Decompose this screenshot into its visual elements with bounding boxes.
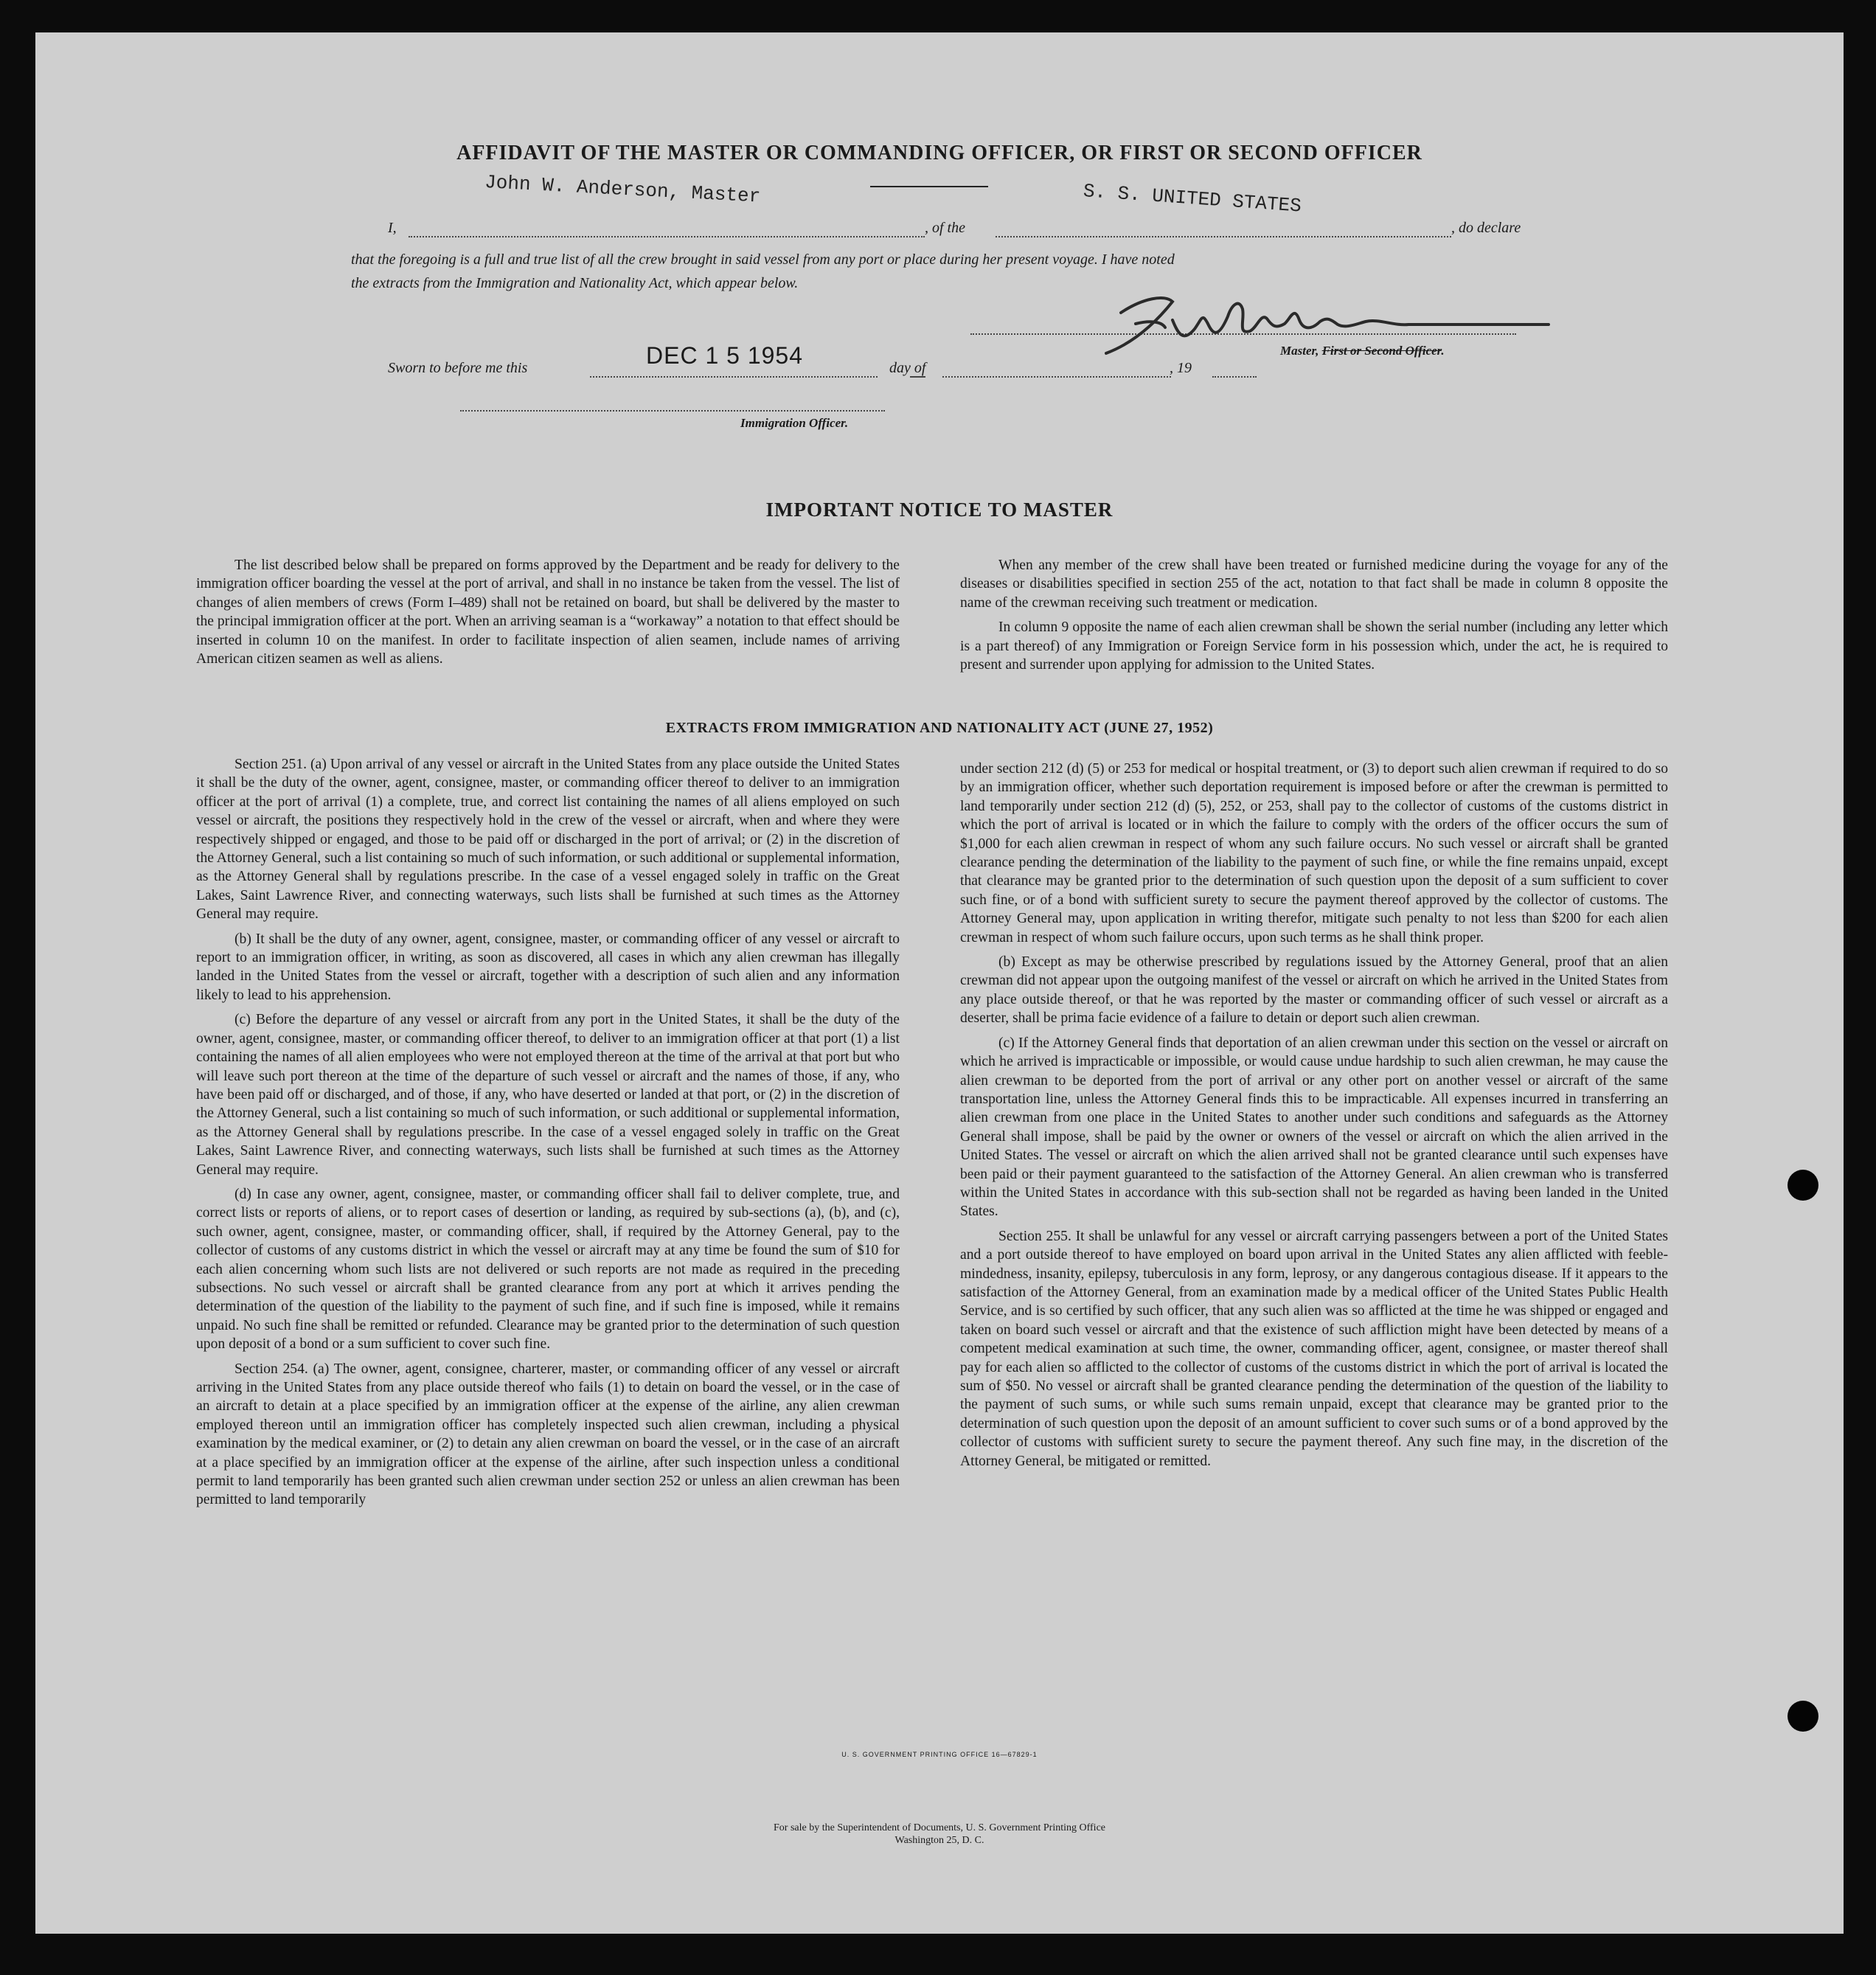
declaration-line-2: the extracts from the Immigration and Nationality Act, which appear below. [351,275,799,291]
notice-right-paragraph-2: In column 9 opposite the name of each alien crewman shall be shown the serial number (including any letter which is a part thereof) of any Immigration or Foreign Service form in his possession which, under the act, he is required to present and surrender upon applying for admission to the United States. [960,619,1668,673]
section-254-a-continued: under section 212 (d) (5) or 253 for medical or hospital treatment, or (3) to deport such alien crewman if required to do so by an immigration officer, whether such deportation requirement is imposed before or after the crewman is permitted to land temporarily under section 212 (d) (5), 252, or 253, shall pay to the collector of customs of the customs district in which the port of arrival is located or in which the failure to comply with the orders of the officer occurs the sum of $1,000 for each alien crewman in respect of whom any such failure occurs. No such vessel or aircraft shall be granted clearance pending the determination of the liability to the payment of such fine, or while the fine remains unpaid, except that clearance may be granted prior to the determination of such question upon the deposit of a sum sufficient to cover such fine, or of a bond with sufficient surety to secure the payment thereof approved by the collector of customs. The Attorney General may, upon application in writing therefor, mitigate such penalty to not less than $200 for each alien crewman in respect of whom such failure occurs, upon such terms as he shall think proper. [960,761,1668,945]
notice-left-paragraph: The list described below shall be prepared on forms approved by the Department and be ready for delivery to the immigration officer boarding the vessel at the port of arrival, and shall in no instance be taken from the vessel. The list of changes of alien members of crews (Form I–489) shall not be retained on board, but shall be delivered by the master to the principal immigration officer at the port. When an arriving seaman is a “workaway” a notation to that effect should be inserted in column 10 on the manifest. In order to facilitate inspection of alien seamen, include names of arriving American citizen seamen as well as aliens. [196,558,900,667]
immigration-officer-line [460,410,885,412]
label-do-declare: , do declare [1451,220,1521,236]
label-i: I, [388,220,397,236]
sworn-label: Sworn to before me this [388,360,528,376]
sale-line-2: Washington 25, D. C. [894,1835,984,1846]
gpo-imprint: U. S. GOVERNMENT PRINTING OFFICE 16—67829-1 [841,1751,1038,1758]
typed-vessel-name: S. S. UNITED STATES [1082,180,1302,218]
section-255: Section 255. It shall be unlawful for any vessel or aircraft carrying passengers between a port of the United States and a port outside thereof to have employed on board upon arrival in the United States any alien afflicted with feeble-mindedness, insanity, epilepsy, tuberculosis in any form, leprosy, or any dangerous contagious disease. If it appears to the satisfaction of the Attorney General, from an examination made by a medical officer of the United States Public Health Service, and is so certified by such officer, that any such alien was so afflicted at the time he was shipped or engaged and taken on board such vessel or aircraft and that the existence of such affliction might have been detected by means of a competent medical examination at such time, the owner, commanding officer, agent, consignee, or master thereof shall pay for each alien so afflicted to the collector of customs of the customs district in which the port of arrival is located the sum of $50. No vessel or aircraft shall be granted clearance pending the determination of the question of the liability to the payment of such sums, or while such sums remain unpaid, except that clearance may be granted prior to the determination of such question upon the deposit of an amount sufficient to cover such sums or of a bond approved by the collector of customs with sufficient surety to secure the payment thereof. Any such fine may, in the discretion of the Attorney General, be mitigated or remitted. [960,1228,1668,1469]
notice-left-column [196,556,900,668]
document-page [35,32,1844,1934]
punch-hole-lower [1788,1701,1818,1732]
vessel-fill-line [996,236,1451,237]
notice-title: IMPORTANT NOTICE TO MASTER [765,499,1114,521]
caption-period: . [1441,344,1445,358]
section-254-a: Section 254. (a) The owner, agent, consignee, charterer, master, or commanding officer of any vessel or aircraft arriving in the United States from any place outside thereof who fails (1) to detain on board the vessel, or in the case of an aircraft to detain at a place specified by an immigration officer at the expense of the airline, any alien crewman employed thereon until an immigration officer has completely inspected such alien crewman, including a physical examination by the medical examiner, or (2) to detain any alien crewman on board the vessel, or in the case of an aircraft at a place specified by an immigration officer at the expense of the airline, after such inspection unless a conditional permit to land temporarily has been granted such alien crewman under section 252 or unless an alien crewman has been permitted to land temporarily [196,1361,900,1508]
caption-struck-officer: First or Second Officer [1321,344,1442,358]
month-line [942,376,1171,378]
year-label: , 19 [1170,360,1192,376]
section-251-b: (b) It shall be the duty of any owner, agent, consignee, master, or commanding officer of any vessel or aircraft to report to an immigration officer, in writing, as soon as discovered, all cases in which any alien crewman has illegally landed in the United States from the vessel or aircraft, together with a description of such alien and any information likely to lead to his apprehension. [196,931,900,1003]
section-254-b: (b) Except as may be otherwise prescribed by regulations issued by the Attorney General, proof that an alien crewman did not appear upon the outgoing manifest of the vessel or aircraft on which he arrived in the United States from any place outside thereof, or that he was reported by the master or commanding officer of such vessel or aircraft as a deserter, shall be prima facie evidence of a failure to detain or deport such alien crewman. [960,954,1668,1027]
caption-master: Master, [1280,344,1319,358]
title-rule [870,186,988,187]
section-251-a: Section 251. (a) Upon arrival of any vessel or aircraft in the United States from any place outside the United States it shall be the duty of the owner, agent, consignee, master, or commanding officer thereof to deliver to an immigration officer at the port of arrival (1) a complete, true, and correct list containing the names of all aliens employed on such vessel or aircraft, the positions they respectively hold in the crew of the vessel or aircraft, when and where they were respectively shipped or engaged, and those to be paid off or discharged in the port of arrival; or (2) in the discretion of the Attorney General, such a list containing so much of such information, or such additional or supplemental information, as the Attorney General shall by regulations prescribe. In the case of a vessel engaged solely in traffic on the Great Lakes, Saint Lawrence River, and connecting waterways, such lists shall be furnished at such times as the Attorney General may require. [196,757,900,923]
typed-master-name: John W. Anderson, Master [484,171,761,208]
section-251-c: (c) Before the departure of any vessel or aircraft from any port in the United States, it shall be the duty of the owner, agent, consignee, master, or commanding officer thereof, to deliver to an immigration officer at that port (1) a list containing the names of all alien employees who were not employed thereon at the time of the arrival at that port but who will leave such port thereon at the time of the departure of such vessel or aircraft and the names of those, if any, who have been paid off or discharged, and of those, if any, who have deserted or landed at that port, or (2) in the discretion of the Attorney General, such a list containing so much of such information, or such additional or supplemental information, as the Attorney General shall by regulations prescribe. In the case of a vessel engaged solely in traffic on the Great Lakes, Saint Lawrence River, and connecting waterways, such lists shall be furnished at such times as the Attorney General may require. [196,1012,900,1178]
notice-right-column [960,556,1668,674]
date-stamp: DEC 1 5 1954 [646,342,804,369]
day-of-label: day of [889,360,926,376]
extracts-left-column [196,755,900,1510]
signer-caption [1280,344,1445,358]
affidavit-title: AFFIDAVIT OF THE MASTER OR COMMANDING OFFICER, OR FIRST OR SECOND OFFICER [456,142,1422,164]
sale-line-1: For sale by the Superintendent of Documents, U. S. Government Printing Office [774,1822,1105,1833]
extracts-title: EXTRACTS FROM IMMIGRATION AND NATIONALITY ACT (JUNE 27, 1952) [665,720,1214,736]
sale-notice [35,1822,1844,1847]
extracts-right-column [960,760,1668,1471]
year-line [1212,376,1257,378]
section-254-c: (c) If the Attorney General finds that deportation of an alien crewman under this section on the vessel or aircraft on which he arrived is impracticable or impossible, or would cause undue hardship to such alien crewman, he may cause the alien crewman to be deported from the port of arrival or any other port on another vessel or aircraft of the same transportation line, unless the Attorney General finds this to be impracticable. All expenses incurred in transferring an alien crewman from one place in the United States to another under such conditions and safeguards as the Attorney General shall impose, shall be paid by the owner or owners of the vessel or aircraft on which the alien arrived in the United States. The vessel or aircraft on which the alien arrived shall not be granted clearance until such expenses have been paid or their payment guaranteed to the satisfaction of the Attorney General. An alien crewman who is transferred within the United States in accordance with this sub-section shall not be regarded as having been landed in the United States. [960,1035,1668,1220]
declaration-line-1: that the foregoing is a full and true list of all the crew brought in said vessel from any port or place during her present voyage. I have noted [351,251,1175,268]
immigration-officer-caption: Immigration Officer. [740,416,849,430]
sworn-date-line [590,376,878,378]
punch-hole-upper [1788,1170,1818,1201]
label-of-the: , of the [925,220,965,236]
name-fill-line [409,236,925,237]
section-251-d: (d) In case any owner, agent, consignee, master, or commanding officer shall fail to deliver complete, true, and correct lists or reports of aliens, or to report cases of desertion or landing, as required by sub-sections (a), (b), and (c), such owner, agent, consignee, master, or commanding officer, shall, if required by the Attorney General, pay to the collector of customs of any customs district in which the vessel or aircraft may at any time be found the sum of $10 for each alien concerning whom such lists are not delivered or such reports are not made as required in the preceding subsections. No such vessel or aircraft shall be granted clearance from any port at which it arrives pending the determination of the question of the liability to the payment of such fine, and if such fine is imposed, while it remains unpaid. No such fine shall be remitted or refunded. Clearance may be granted prior to the determination of such question upon deposit of a bond or a sum sufficient to cover such fine. [196,1186,900,1353]
notice-right-paragraph-1: When any member of the crew shall have been treated or furnished medicine during the voyage for any of the diseases or disabilities specified in section 255 of the act, notation to that fact shall be made in column 8 opposite the name of the crewman receiving such treatment or medication. [960,558,1668,611]
